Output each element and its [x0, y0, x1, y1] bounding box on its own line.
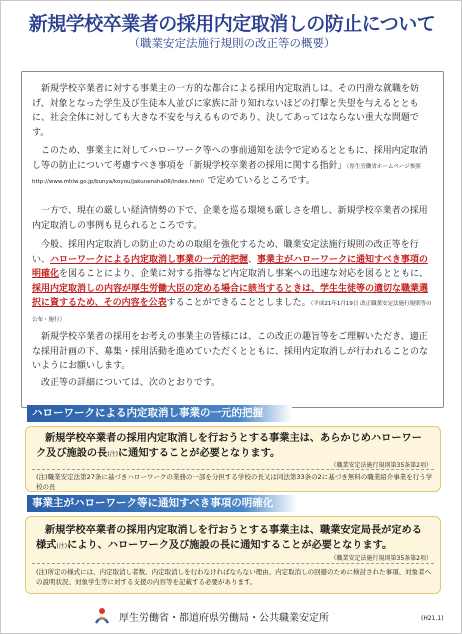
section2-note: (注)所定の様式には、内定取消し者数、内定取消しを行わなければならない理由、内定取消しの回避のために検討された事項、対象者への説明状況、対象学生等に対する支援の内容等を記載する必要があります。 — [36, 568, 432, 586]
intro-p4-text-a: 今般、採用内定取消しの防止のための取組を強化するため、職業安定法施行規則の改正等を行い、 — [32, 240, 419, 265]
section1-main-text — [36, 431, 431, 462]
section2-divider — [32, 563, 434, 564]
section1-divider — [32, 469, 434, 470]
section1-note-marker: (注) — [107, 451, 118, 458]
section1-header: ハローワークによる内定取消し事業の一元的把握 — [27, 405, 292, 422]
page-title: 新規学校卒業者の採用内定取消しの防止について — [28, 13, 436, 35]
section2-main-a: 新規学校卒業者の採用内定取消しを行おうとする事業主は、職業安定局長が定める様式 — [36, 525, 422, 551]
page-subtitle: （職業安定法施行規則の改正等の概要） — [128, 36, 336, 50]
section2-main-text — [36, 523, 431, 554]
footer-code: (H21.1) — [421, 615, 444, 622]
intro-paragraph-4 — [32, 238, 432, 327]
section2-main-b: により、ハローワーク及び施設の長に通知することが必要となります。 — [67, 540, 393, 551]
highlight-publication: 採用内定取消しの内容が厚生労働大臣の定める場合に該当するときは、学生生徒等の適切な職業選択に資するため、その内容を公表 — [32, 283, 429, 308]
intro-paragraph-5: 新規学校卒業者の採用をお考えの事業主の皆様には、この改正の趣旨等をご理解いただき、適正な採用計画の下、募集・採用活動を進めていただくとともに、採用内定取消しが行われることのないようにお願いします。 — [32, 332, 429, 371]
intro-paragraph-6: 改正等の詳細については、次のとおりです。 — [41, 378, 221, 388]
intro-paragraph-1: 新規学校卒業者に対する事業主の一方的な都合による採用内定取消しは、その円滑な就職を妨げ、対象となった学生及び生徒本人並びに家族に計り知れないほどの打撃と失望を与えるとともに、社会全体に対しても大きな不安を与えるものであり、決してあってはならない重大な問題です。 — [32, 84, 420, 138]
intro-p4-text-b: 、 — [248, 254, 258, 265]
intro-p2-text-b: で定めているところです。 — [207, 176, 315, 186]
intro-p2-text-a: このため、事業主に対してハローワーク等への事前通知を法令で定めるとともに、採用内定取消し等の防止について考慮すべき事項を「新規学校卒業者の採用に関する指針」 — [32, 146, 428, 171]
section1-main-a: 新規学校卒業者の採用内定取消しを行おうとする事業主は、あらかじめハローワーク及び施設の長 — [36, 433, 422, 459]
section1-box — [25, 426, 441, 492]
highlight-notification-clarification: 事業主がハローワークに通知すべき事項の明確化 — [32, 254, 428, 279]
intro-p4-reference: （平成21年1月19日 改正職業安定法施行規則等の公布・施行） — [32, 301, 432, 323]
intro-p2-reference: （厚生労働省ホームページ参照 http://www.mhlw.go.jp/bunya/koyou/jakunensha06/index.html） — [32, 163, 421, 185]
footer-organization: 厚生労働省・都道府県労働局・公共職業安定所 — [119, 613, 329, 624]
section2-box — [25, 516, 441, 594]
section1-reference: （職業安定法施行規則第35条第2項） — [330, 462, 432, 469]
section2-header: 事業主がハローワーク等に通知すべき事項の明確化 — [27, 495, 297, 512]
intro-box — [21, 71, 444, 408]
intro-paragraph-2 — [32, 144, 432, 190]
section2-reference: （職業安定法施行規則第35条第2項） — [330, 555, 432, 562]
intro-p4-text-d: することができることとしました。 — [166, 298, 311, 308]
footer — [1, 605, 462, 625]
section1-note: (注)職業安定法第27条に基づきハローワークの業務の一部を分担する学校の長又は同法第33条の2に基づき無料の職業紹介事業を行う学校の長 — [36, 473, 433, 491]
intro-paragraph-3: 一方で、現在の厳しい経済情勢の下で、企業を巡る環境も厳しさを増し、新規学校卒業者の採用内定取消しの事例も見られるところです。 — [32, 206, 428, 231]
mhlw-logo-icon — [93, 607, 111, 625]
section1-main-b: に通知することが必要となります。 — [118, 448, 281, 459]
section2-note-marker: (注) — [56, 543, 68, 550]
highlight-centralized-tracking: ハローワークによる内定取消し事業の一元的把握 — [50, 254, 249, 265]
intro-p4-text-c: を図ることにより、企業に対する指導など内定取消し事案への迅速な対応を図るとともに、 — [59, 269, 429, 279]
